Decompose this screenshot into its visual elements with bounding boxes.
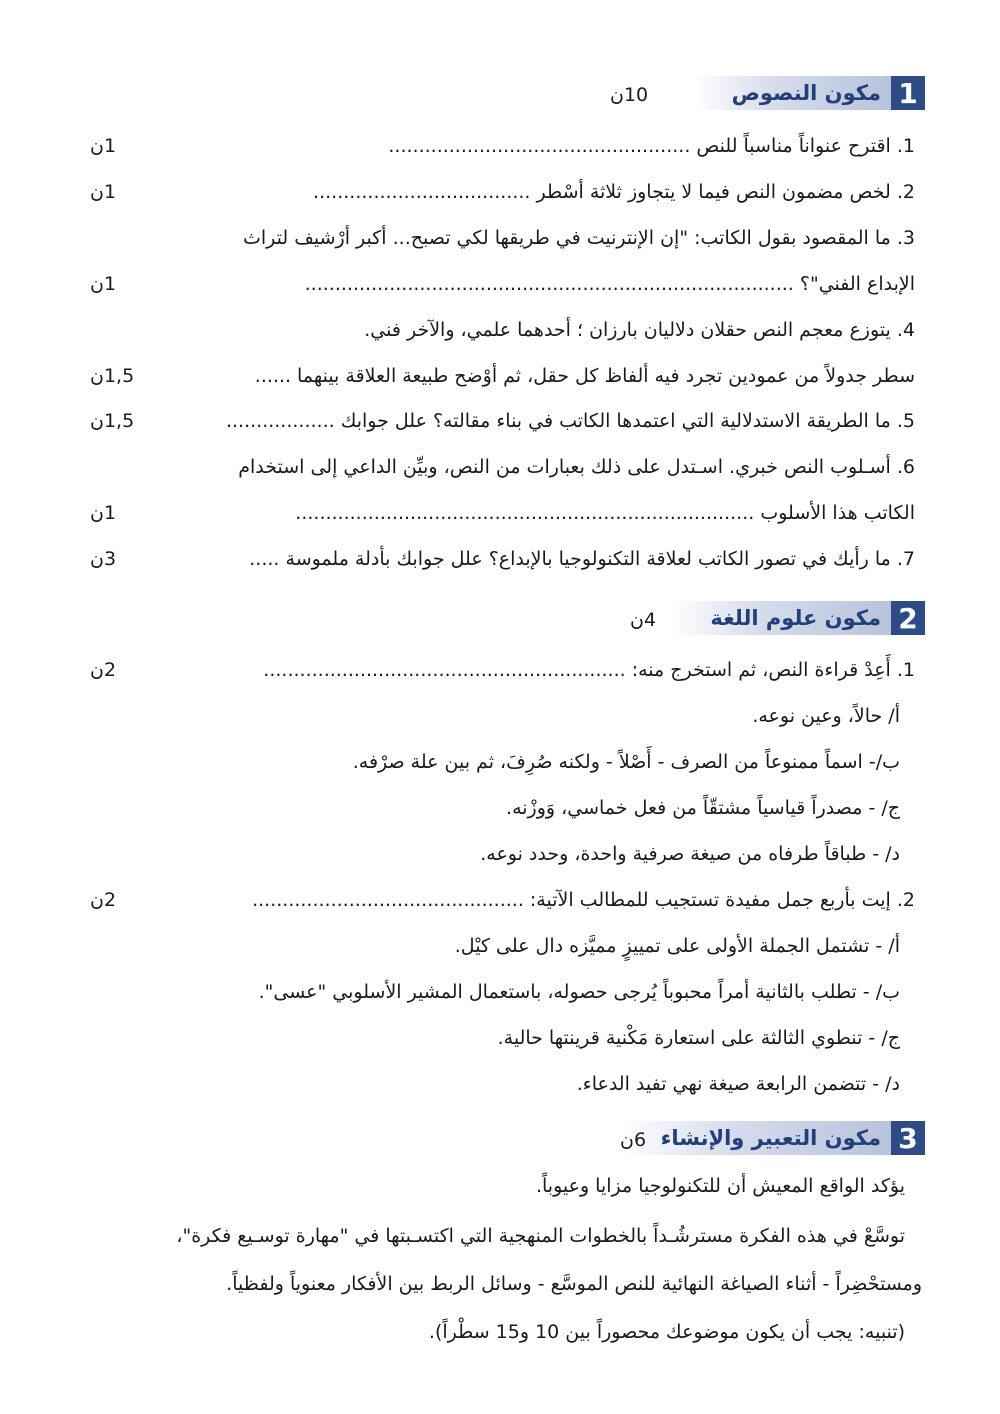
section-points: 6ن (620, 1129, 647, 1151)
question-line: 2. إيت بأربع جمل مفيدة تستجيب للمطالب الآتية: ............................................. 2ن (90, 880, 915, 920)
question-line: 2. لخص مضمون النص فيما لا يتجاوز ثلاثة أسْطر .................................... 1ن (90, 172, 915, 212)
question-line: 1. اقترح عنواناً مناسباً للنص .................................................. 1ن (90, 126, 915, 166)
essay-prompt-line: يؤكد الواقع المعيش أن للتكنولوجيا مزايا وعيوباً. (535, 1175, 905, 1197)
essay-prompt-line: ومستحْضِراً - أثناء الصياغة النهائية للنص الموسَّع - وسائل الربط بين الأفكار معنوياً ولفظياً. (226, 1273, 922, 1295)
section-title: مكون علوم اللغة (670, 601, 891, 635)
points-label: 1ن (90, 273, 117, 295)
points-label: 1,5ن (90, 365, 135, 387)
section-title: مكون التعبير والإنشاء (621, 1121, 891, 1155)
question-line: ج/ - تنطوي الثالثة على استعارة مَكْنية قرينتها حالية. (497, 1027, 900, 1049)
section-number: 1 (891, 76, 925, 110)
points-label: 1ن (90, 181, 117, 203)
question-line: أ/ - تشتمل الجملة الأولى على تمييزٍ مميَّزه دال على كيْل. (454, 935, 900, 957)
points-label: 1ن (90, 135, 117, 157)
question-line: 6. أسـلوب النص خبري. اسـتدل على ذلك بعبارات من النص، وبيِّن الداعي إلى استخدام (238, 456, 915, 478)
question-line: سطر جدولاً من عمودين تجرد فيه ألفاظ كل حقل، ثم أوْضح طبيعة العلاقة بينهما ...... 1,5ن (90, 356, 915, 396)
points-label: 1,5ن (90, 410, 135, 432)
question-line: ج/ - مصدراً قياسياً مشتقّاً من فعل خماسي، وَوزْنه. (506, 797, 900, 819)
question-line: 4. يتوزع معجم النص حقلان دلاليان بارزان ؛ أحدهما علمي، والآخر فني. (364, 319, 915, 341)
question-line: ب/ - تطلب بالثانية أمراً محبوباً يُرجى حصوله، باستعمال المشير الأسلوبي "عسى". (258, 981, 900, 1003)
question-line: 3. ما المقصود بقول الكاتب: "إن الإنترنيت في طريقها لكي تصبح... أكبر أرْشيف لتراث (243, 227, 915, 249)
points-label: 1ن (90, 502, 117, 524)
question-line: د/ - طباقاً طرفاه من صيغة صرفية واحدة، وحدد نوعه. (480, 843, 900, 865)
question-line: 5. ما الطريقة الاستدلالية التي اعتمدها الكاتب في بناء مقالته؟ علل جوابك .................. 1,5ن (90, 401, 915, 441)
essay-prompt-line: (تنبيه: يجب أن يكون موضوعك محصوراً بين 10 و15 سطْراً). (428, 1321, 905, 1343)
question-line: 1. أَعِدْ قراءة النص، ثم استخرج منه: ............................................................ 2ن (90, 650, 915, 690)
section-points: 4ن (630, 609, 657, 631)
points-label: 3ن (90, 548, 117, 570)
question-line: الإبداع الفني"؟ ................................................................................. 1ن (90, 264, 915, 304)
points-label: 2ن (90, 889, 117, 911)
question-line: ب/- اسماً ممنوعاً من الصرف - أَصْلاً - ولكنه صُرِفَ، ثم بين علة صرْفه. (352, 751, 900, 773)
section-2-header (670, 601, 925, 635)
question-line: الكاتب هذا الأسلوب ............................................................................ 1ن (90, 493, 915, 533)
section-number: 2 (891, 601, 925, 635)
section-3-header (621, 1121, 925, 1155)
essay-prompt-line: توسَّعْ في هذه الفكرة مسترشُـداً بالخطوات المنهجية التي اكتسـبتها في "مهارة توسـيع فكرة"، (176, 1225, 905, 1247)
points-label: 2ن (90, 659, 117, 681)
section-number: 3 (891, 1121, 925, 1155)
question-line: د/ - تتضمن الرابعة صيغة نهي تفيد الدعاء. (576, 1073, 900, 1095)
section-title: مكون النصوص (692, 76, 891, 110)
section-points: 10ن (610, 84, 649, 106)
section-1-header (692, 76, 925, 110)
question-line: 7. ما رأيك في تصور الكاتب لعلاقة التكنولوجيا بالإبداع؟ علل جوابك بأدلة ملموسة ..... 3ن (90, 539, 915, 579)
question-line: أ/ حالاً، وعين نوعه. (752, 705, 900, 727)
